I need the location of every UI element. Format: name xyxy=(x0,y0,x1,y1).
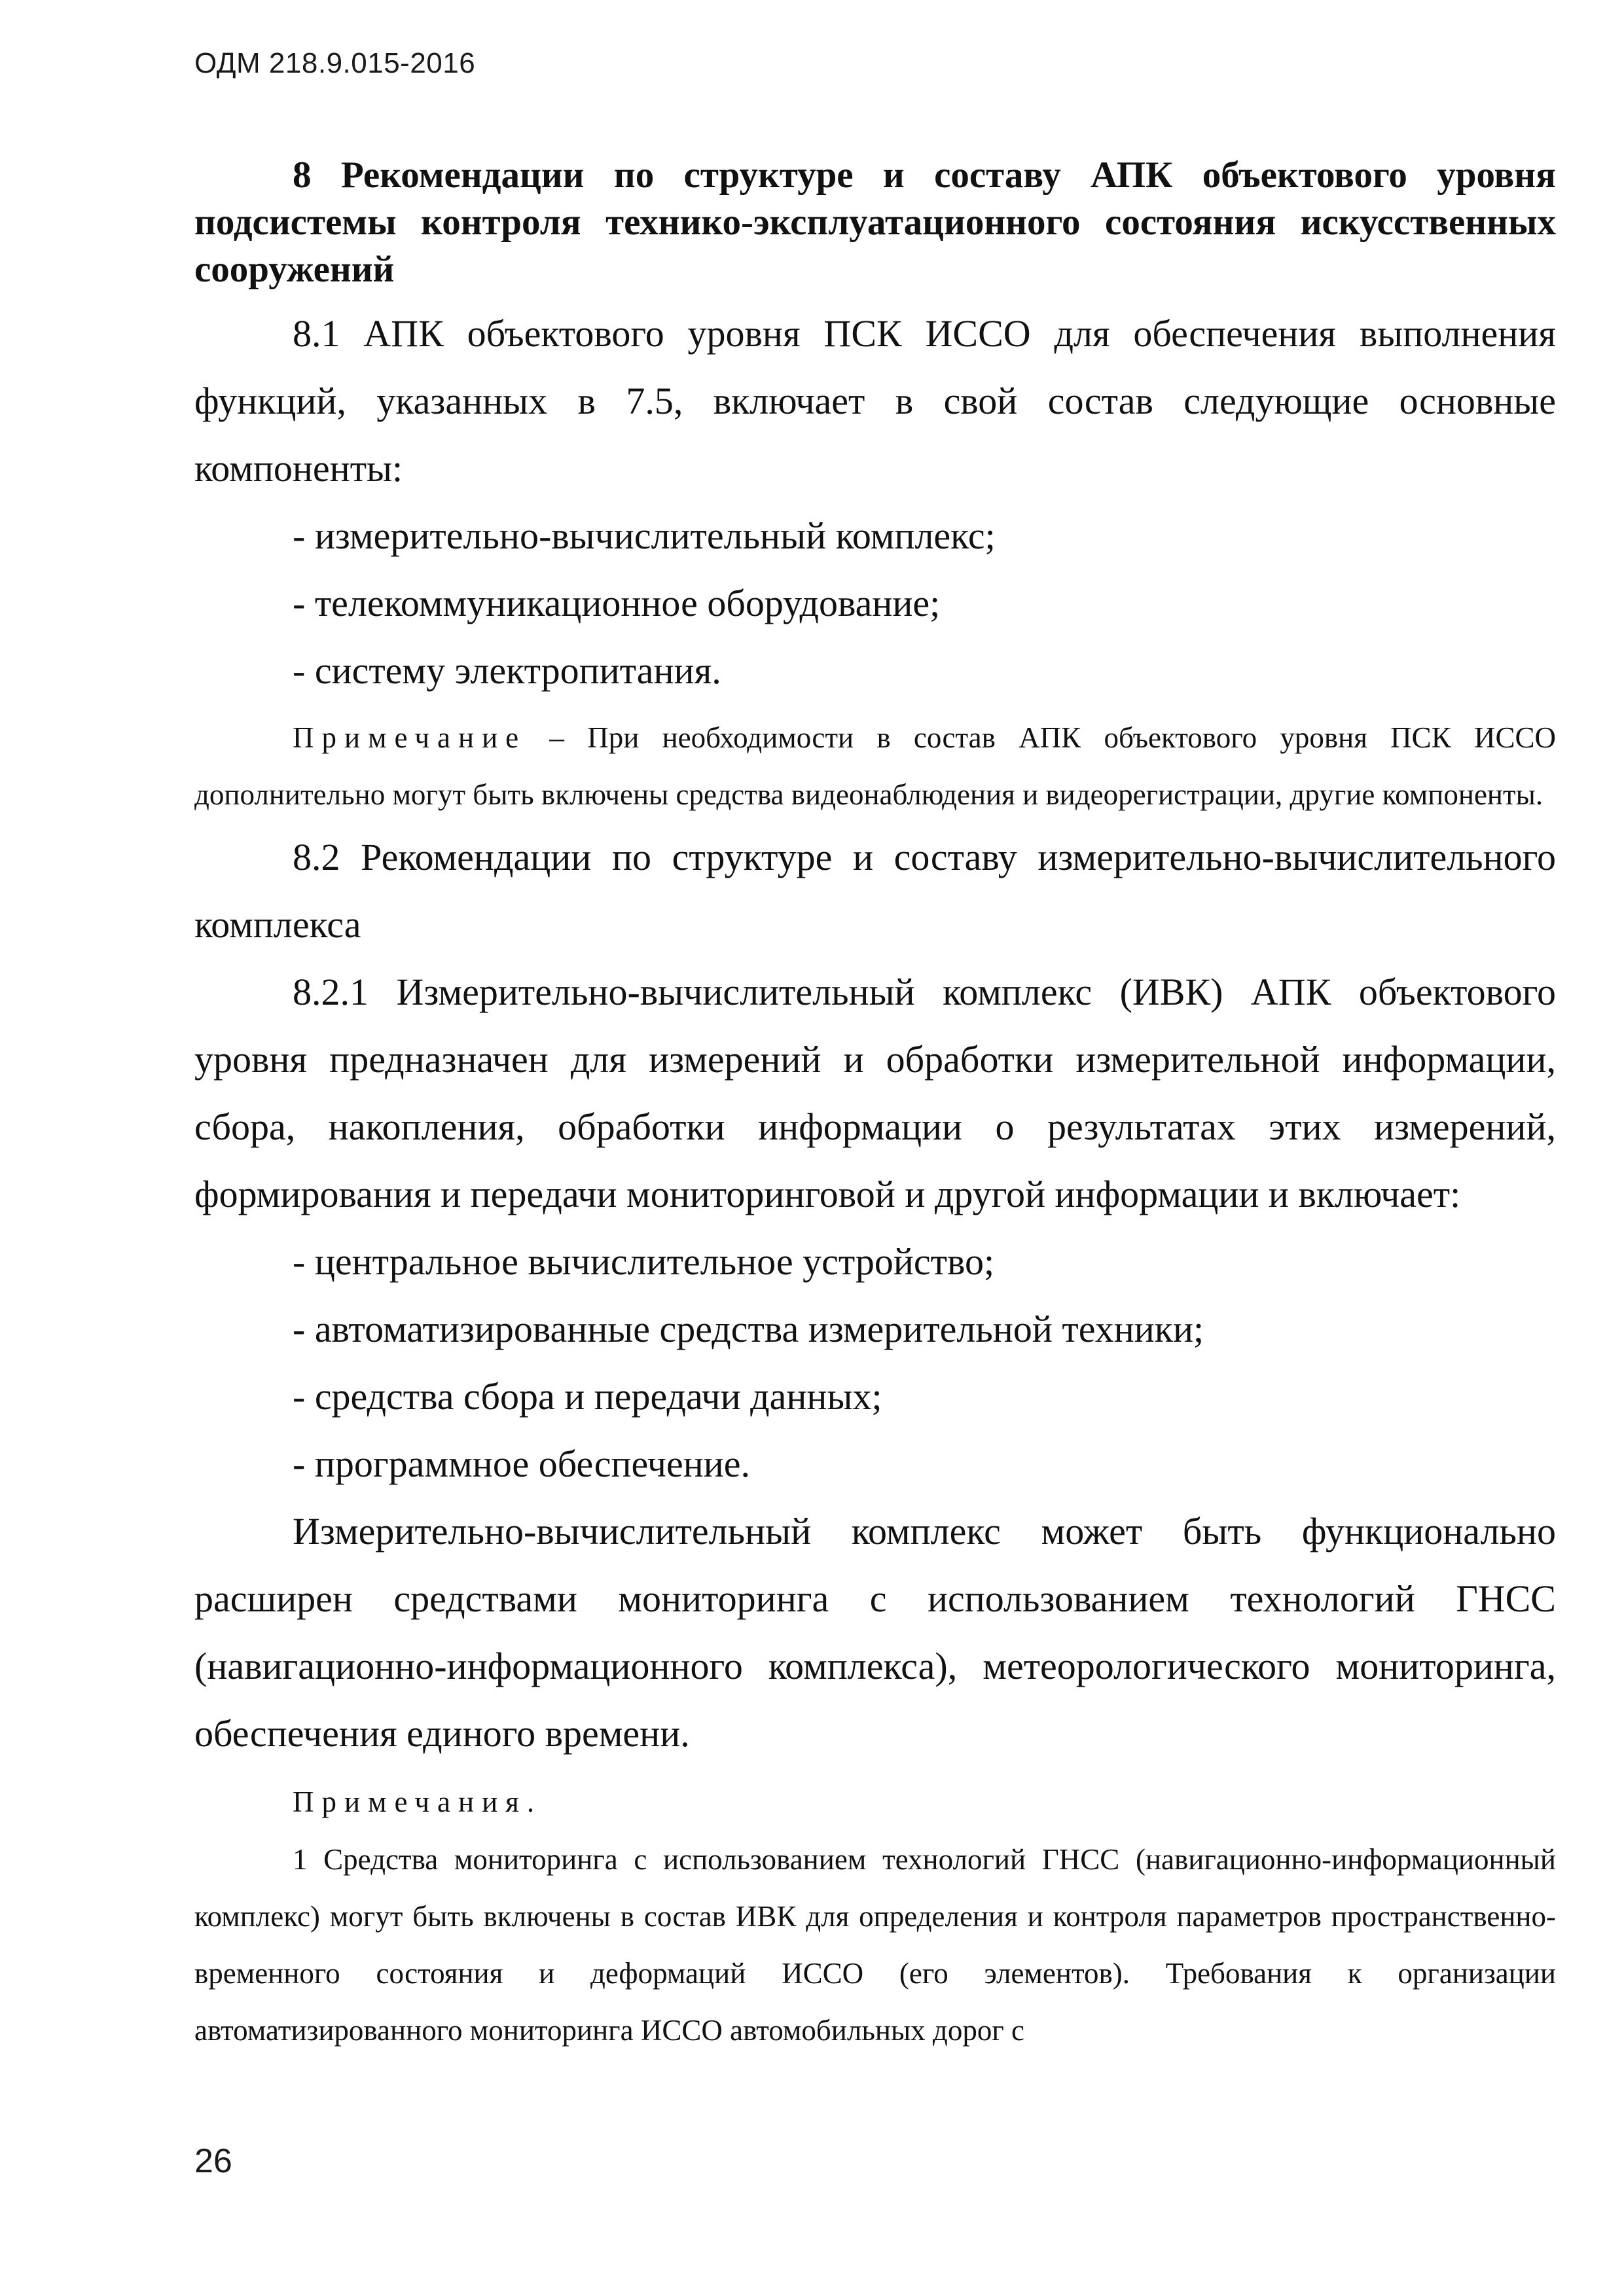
paragraph-8-1: 8.1 АПК объектового уровня ПСК ИССО для обеспечения выполнения функций, указанных в 7.5, включает в свой состав следующие основные компоненты: xyxy=(194,312,1556,490)
list-item: - измерительно-вычислительный комплекс; xyxy=(293,514,996,557)
notes-heading xyxy=(194,1772,1556,1831)
list-item: - автоматизированные средства измерительной техники; xyxy=(293,1308,1204,1350)
note-1 xyxy=(194,709,1556,823)
list-item: - центральное вычислительное устройство; xyxy=(293,1240,995,1283)
note-2-1: 1 Средства мониторинга с использованием технологий ГНСС (навигационно-информационный комплекс) могут быть включены в состав ИВК для определения и контроля параметров пространственно-временного состояния и деформаций ИССО (его элементов). Требования к организации автоматизированного мониторинга ИССО автомобильных дорог с xyxy=(194,1843,1556,2047)
notes-label: Примечания xyxy=(293,1785,527,1818)
paragraph-ivk: Измерительно-вычислительный комплекс может быть функционально расширен средствами мониторинга с использованием технологий ГНСС (навигационно-информационного комплекса), метеорологического мониторинга, обеспечения единого времени. xyxy=(194,1510,1556,1755)
list-item: - средства сбора и передачи данных; xyxy=(293,1375,882,1418)
document-code: ОДМ 218.9.015-2016 xyxy=(194,47,476,79)
page-content xyxy=(194,152,1556,2059)
note-text: – При необходимости в состав АПК объектового уровня ПСК ИССО дополнительно могут быть включены средства видеонаблюдения и видеорегистрации, другие компоненты. xyxy=(194,721,1556,811)
list-item: - программное обеспечение. xyxy=(293,1443,751,1485)
list-item: - систему электропитания. xyxy=(293,649,721,692)
paragraph-8-2: 8.2 Рекомендации по структуре и составу измерительно-вычислительного комплекса xyxy=(194,836,1556,946)
page-number: 26 xyxy=(194,2142,232,2180)
paragraph-8-2-1: 8.2.1 Измерительно-вычислительный комплекс (ИВК) АПК объектового уровня предназначен для измерений и обработки измерительной информации, сбора, накопления, обработки информации о результатах этих измерений, формирования и передачи мониторинговой и другой информации и включает: xyxy=(194,971,1556,1215)
list-item: - телекоммуникационное оборудование; xyxy=(293,582,941,624)
note-label: Примечание xyxy=(293,721,527,754)
section-heading: 8 Рекомендации по структуре и составу АПК объектового уровня подсистемы контроля технико-эксплуатационного состояния искусственных сооружений xyxy=(194,154,1556,290)
notes-suffix: . xyxy=(526,1785,535,1818)
